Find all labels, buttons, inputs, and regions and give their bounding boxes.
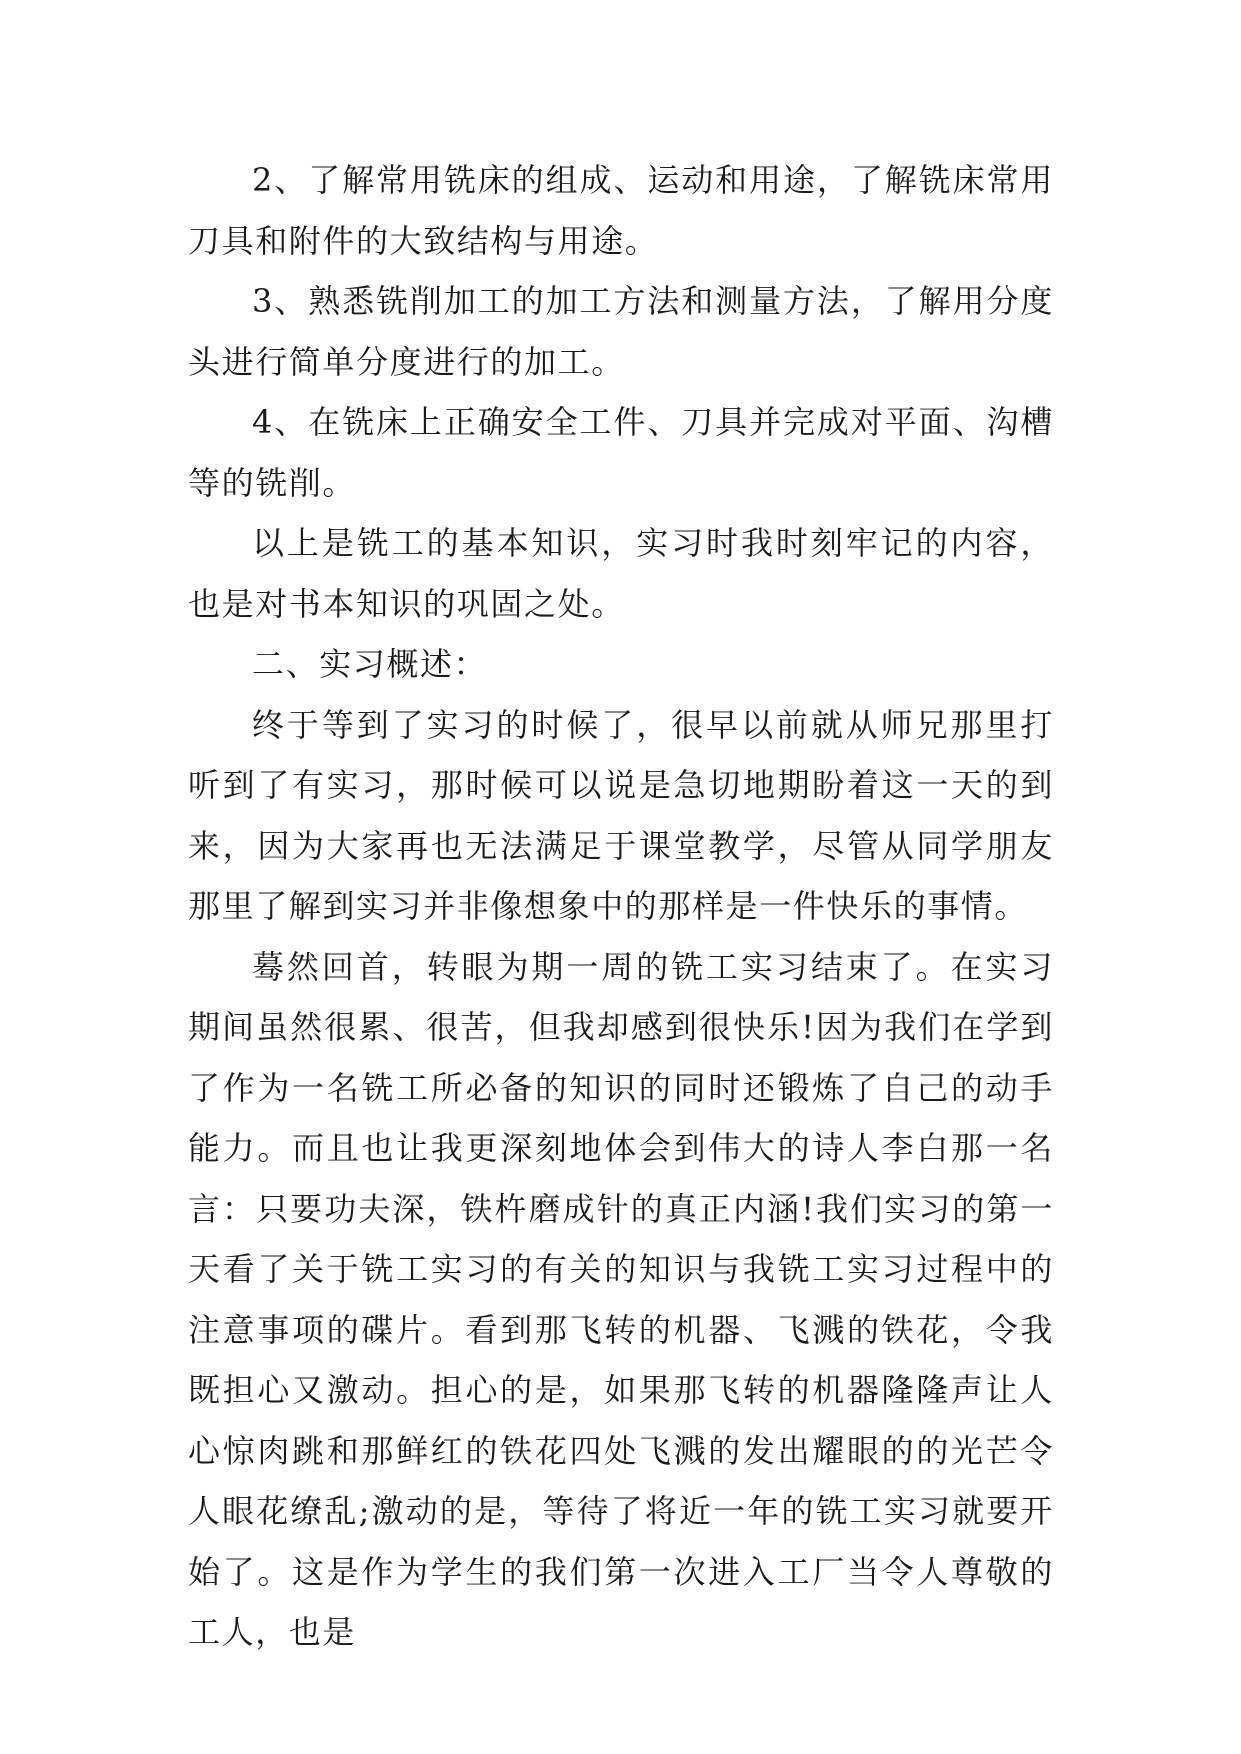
section-heading: 二、实习概述： xyxy=(252,645,488,683)
paragraph-reflection: 蓦然回首，转眼为期一周的铣工实习结束了。在实习期间虽然很累、很苦，但我却感到很快乐!因为我们在学到了作为一名铣工所必备的知识的同时还锻炼了自己的动手能力。而且也让我更深刻地体会到伟大的诗人李白那一名言：只要功夫深，铁杵磨成针的真正内涵!我们实习的第一天看了关于铣工实习的有关的知识与我铣工实习过程中的注意事项的碟片。看到那飞转的机器、飞溅的铁花，令我既担心又激动。担心的是，如果那飞转的机器隆隆声让人心惊肉跳和那鲜红的铁花四处飞溅的发出耀眼的的光芒令人眼花缭乱;激动的是，等待了将近一年的铣工实习就要开始了。这是作为学生的我们第一次进入工厂当令人尊敬的工人，也是 xyxy=(188,947,1054,1651)
document-body xyxy=(188,150,1054,1663)
paragraph-summary: 以上是铣工的基本知识，实习时我时刻牢记的内容，也是对书本知识的巩固之处。 xyxy=(188,524,1054,623)
paragraph-item-2: 2、了解常用铣床的组成、运动和用途，了解铣床常用刀具和附件的大致结构与用途。 xyxy=(188,161,1054,260)
paragraph-item-4: 4、在铣床上正确安全工件、刀具并完成对平面、沟槽等的铣削。 xyxy=(188,403,1054,502)
paragraph-item-3: 3、熟悉铣削加工的加工方法和测量方法，了解用分度头进行简单分度进行的加工。 xyxy=(188,282,1054,381)
paragraph-overview: 终于等到了实习的时候了，很早以前就从师兄那里打听到了有实习，那时候可以说是急切地期盼着这一天的到来，因为大家再也无法满足于课堂教学，尽管从同学朋友那里了解到实习并非像想象中的那样是一件快乐的事情。 xyxy=(188,705,1054,925)
